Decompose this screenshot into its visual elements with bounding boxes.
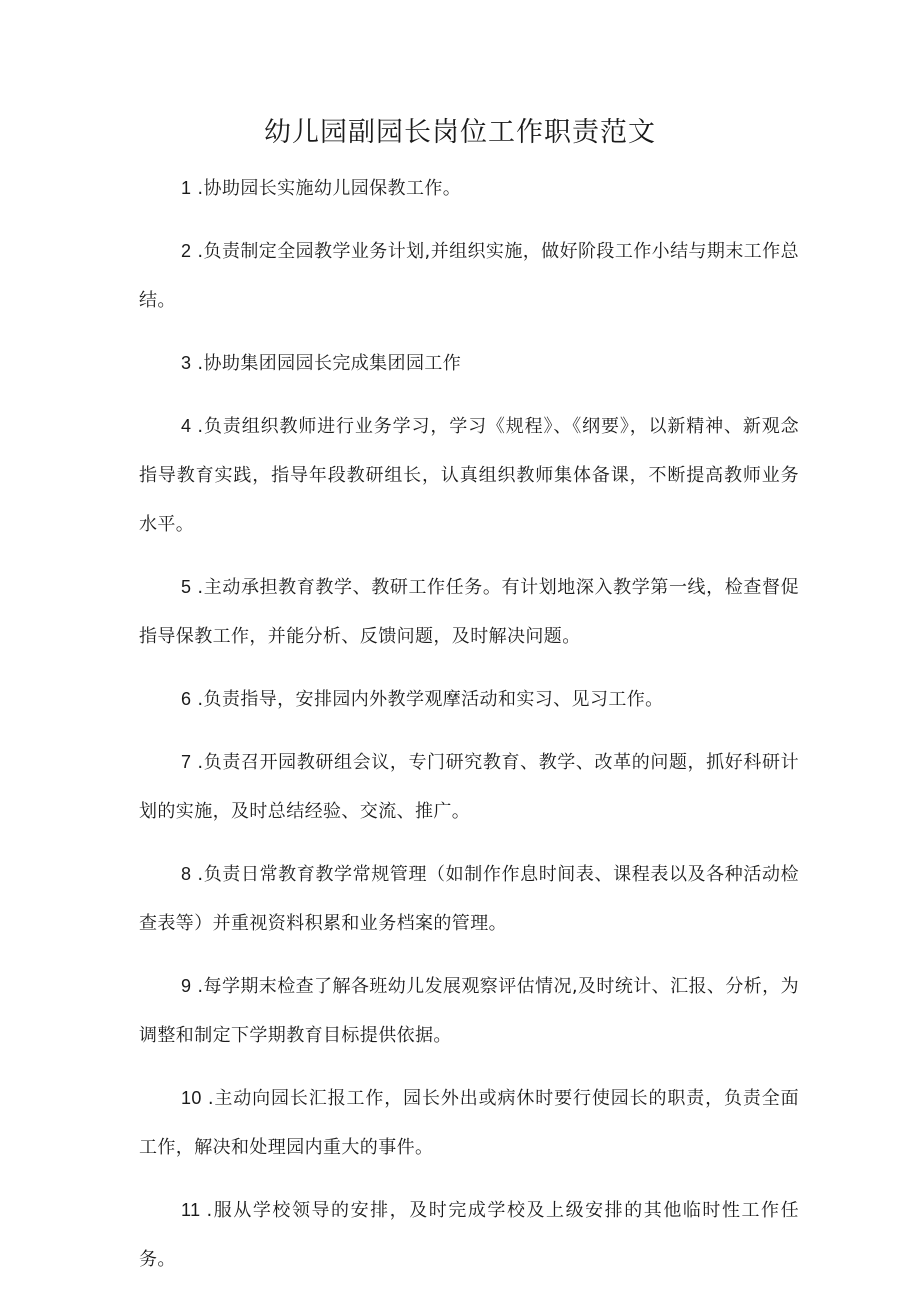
duty-item-8 [139, 850, 799, 948]
duty-number: 11 [181, 1200, 201, 1220]
duty-item-7 [139, 738, 799, 836]
duty-text: .每学期末检查了解各班幼儿发展观察评估情况,及时统计、汇报、分析，为调整和制定下学期教育目标提供依据。 [139, 976, 799, 1046]
duty-item-6 [139, 675, 799, 724]
duty-number: 7 [181, 752, 192, 772]
duty-text: .负责组织教师进行业务学习，学习《规程》、《纲要》，以新精神、新观念指导教育实践，指导年段教研组长，认真组织教师集体备课，不断提高教师业务水平。 [139, 416, 799, 535]
duty-text: .协助园长实施幼儿园保教工作。 [197, 178, 462, 199]
duty-number: 10 [181, 1088, 202, 1108]
duty-number: 1 [181, 178, 192, 198]
duty-number: 2 [181, 241, 192, 261]
duty-number: 8 [181, 864, 192, 884]
duty-text: .负责日常教育教学常规管理（如制作作息时间表、课程表以及各种活动检查表等）并重视资料积累和业务档案的管理。 [139, 864, 799, 934]
duty-text: .服从学校领导的安排，及时完成学校及上级安排的其他临时性工作任务。 [139, 1200, 799, 1270]
duty-text: .负责制定全园教学业务计划,并组织实施，做好阶段工作小结与期末工作总结。 [139, 241, 799, 311]
duty-text: .协助集团园园长完成集团园工作 [197, 353, 462, 374]
duty-item-4 [139, 402, 799, 549]
duty-item-3 [139, 339, 799, 388]
duty-item-11 [139, 1186, 799, 1284]
duty-number: 5 [181, 577, 192, 597]
duty-item-1 [139, 164, 799, 213]
duty-text: .主动承担教育教学、教研工作任务。有计划地深入教学第一线，检查督促指导保教工作，并能分析、反馈问题，及时解决问题。 [139, 577, 799, 647]
duty-item-2 [139, 227, 799, 325]
duty-item-5 [139, 563, 799, 661]
duty-item-10 [139, 1074, 799, 1172]
duty-number: 6 [181, 689, 192, 709]
duty-item-9 [139, 962, 799, 1060]
duty-number: 3 [181, 353, 192, 373]
duty-list [139, 164, 799, 1298]
duty-number: 9 [181, 976, 192, 996]
duty-text: .负责指导，安排园内外教学观摩活动和实习、见习工作。 [197, 689, 664, 710]
duty-number: 4 [181, 416, 192, 436]
duty-text: .负责召开园教研组会议，专门研究教育、教学、改革的问题，抓好科研计划的实施，及时总结经验、交流、推广。 [139, 752, 799, 822]
duty-text: .主动向园长汇报工作，园长外出或病休时要行使园长的职责，负责全面工作，解决和处理园内重大的事件。 [139, 1088, 799, 1158]
document-title: 幼儿园副园长岗位工作职责范文 [264, 117, 656, 148]
